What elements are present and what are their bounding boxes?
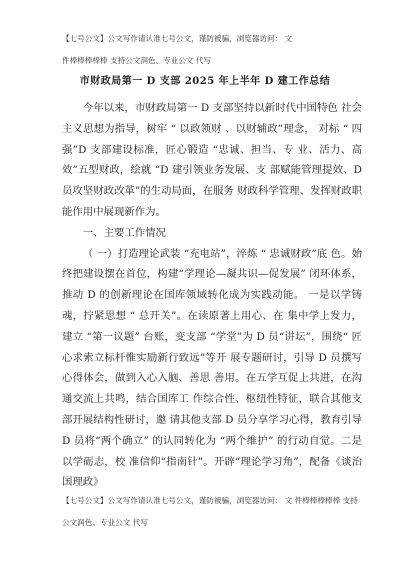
bottom-ad-banner bbox=[0, 490, 410, 534]
bottom-banner-line1: 【七号公文】公文写作请认准七号公文，谨防被骗，浏览器访问： 文 件棒棒棒棒棒 支持 bbox=[62, 496, 358, 505]
document-title: 市财政局第一 D 支部 2025 年上半年 D 建工作总结 bbox=[79, 76, 331, 87]
document-body bbox=[62, 98, 362, 493]
subsection-paragraph bbox=[62, 244, 362, 494]
bottom-banner-line2: 公文润色、专业公文 代写 bbox=[62, 518, 148, 527]
section-heading: 一、主要工作情况 bbox=[82, 226, 166, 239]
subsection-label: （ 一）打造理论武装 “充电站”，淬炼 “ 忠诚财政”底 色。 bbox=[82, 247, 352, 260]
subsection-text: 始终把建设摆在首位，构建“学理论—凝共识—促发展” 闭环体系，推动 D 的创新理论在国库领域转化成为实践动能。 一是以学铸魂，拧紧思想 “ 总开关”。在读原著上用心、在 集中学上发力，建立 “第一议题” 台账，变支部 “学堂”为 D 员“讲坛”，围绕“ 匠心求索立标杆惟实励新行致远”等开 展专题研讨，引导 D 员撰写心得体会，做到入心入脑、善思 善用。在五学互促上共进，在沟通交流上共鸣，结合国库工 作综合性、枢纽性特征，联合其他支部开展结构性研讨，邀 请其他支部 D 员分享学习心得，教育引导 D 员将“两个确立” 的认同转化为 “两个维护” 的行动自觉。二是以学砺志，校 准信仰“指南针”。开辟“理论学习角”，配备《谈治国理政》 bbox=[62, 247, 362, 489]
top-banner-line1: 【七号公文】公文写作请认准七号公文，谨防被骗，浏览器访问： 文 bbox=[62, 34, 293, 43]
top-banner-line2: 件棒棒棒棒棒 支持公文润色、专业公文 代写 bbox=[62, 56, 212, 65]
top-ad-banner bbox=[0, 28, 410, 72]
intro-paragraph: 今年以来，市财政局第一 D 支部坚持以新时代中国特色 社会主义思想为指导，树牢 “ 以政领财 、以财辅政”理念， 对标 “ 四强”D 支部建设标准，匠心锻造 “忠诚、担当、专 业、活力、高效”五型财政，绘就 “D 建引领业务发展、支 部赋能管理提效、D 员攻坚财政改革”的生动局面，在服务 财政科学管理、发挥财政职能作用中展现新作为。 bbox=[62, 102, 362, 218]
